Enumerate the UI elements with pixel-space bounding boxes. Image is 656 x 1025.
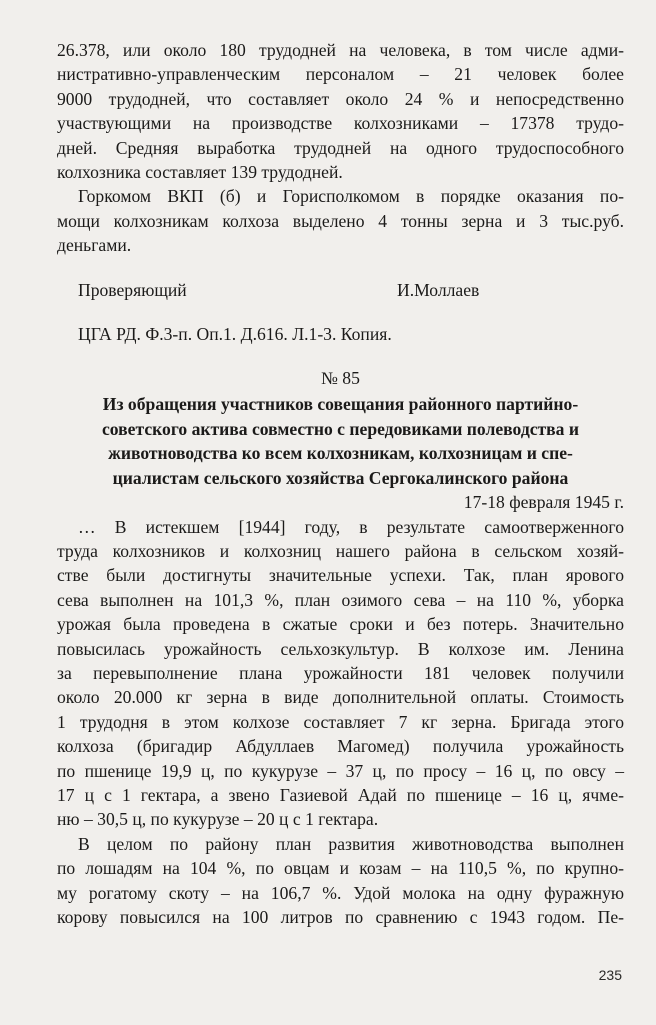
text-line: за перевыполнение плана урожайности 181 человек получили: [57, 662, 624, 683]
text-line: стве были достигнуты значительные успехи. Так, план ярового: [57, 565, 624, 586]
heading-line: Из обращения участников совещания районного партийно-: [102, 394, 579, 415]
document-date: 17-18 февраля 1945 г.: [463, 492, 624, 513]
text-line: по пшенице 19,9 ц, по кукурузе – 37 ц, по просу – 16 ц, по овсу –: [57, 760, 624, 781]
paragraph-aid: [57, 184, 624, 257]
signature-block: [57, 278, 624, 302]
text-line: деньгами.: [57, 235, 132, 256]
heading-line: животноводства ко всем колхозникам, колхозницам и спе-: [108, 443, 573, 464]
document-number: № 85: [321, 368, 360, 389]
text-line: колхозника составляет 139 трудодней.: [57, 162, 343, 183]
text-line: 17 ц с 1 гектара, а звено Газиевой Адай по пшенице – 16 ц, ячме-: [57, 784, 624, 805]
text-line: около 20.000 кг зерна в виде дополнительной оплаты. Стоимость: [57, 687, 624, 708]
heading-line: циалистам сельского хозяйства Сергокалинского района: [112, 467, 569, 488]
document-page: [57, 38, 624, 929]
signature-role: Проверяющий: [78, 279, 187, 300]
paragraph-livestock: [57, 832, 624, 930]
text-line: повысилась урожайность сельхозкультур. В колхозе им. Ленина: [57, 638, 624, 659]
text-line: по лошадям на 104 %, по овцам и козам – на 110,5 %, по крупно-: [57, 858, 624, 879]
text-line: 9000 трудодней, что составляет около 24 % и непосредственно: [57, 88, 624, 109]
text-line: … В истекшем [1944] году, в результате самоотверженного: [78, 516, 624, 537]
text-line: Горкомом ВКП (б) и Горисполкомом в порядке оказания по-: [78, 186, 624, 207]
text-line: дней. Средняя выработка трудодней на одного трудоспособного: [57, 137, 624, 158]
text-line: В целом по району план развития животноводства выполнен: [78, 833, 624, 854]
text-line: колхоза (бригадир Абдуллаев Магомед) получила урожайность: [57, 736, 624, 757]
paragraph-crops: [57, 515, 624, 832]
text-line: мощи колхозникам колхоза выделено 4 тонны зерна и 3 тыс.руб.: [57, 210, 624, 231]
text-line: сева выполнен на 101,3 %, план озимого сева – на 110 %, уборка: [57, 589, 624, 610]
text-line: корову повысился на 100 литров по сравнению с 1943 годом. Пе-: [57, 907, 624, 927]
text-line: нистративно-управленческим персоналом – 21 человек более: [57, 64, 624, 85]
paragraph-workdays: [57, 38, 624, 184]
text-line: 1 трудодня в этом колхозе составляет 7 кг зерна. Бригада этого: [57, 711, 624, 732]
text-line: урожая была проведена в сжатые сроки и без потерь. Значительно: [57, 614, 624, 635]
text-line: 26.378, или около 180 трудодней на человека, в том числе адми-: [57, 40, 624, 60]
archive-reference: ЦГА РД. Ф.3-п. Оп.1. Д.616. Л.1-3. Копия.: [78, 323, 392, 344]
document-heading: [57, 392, 624, 490]
text-line: труда колхозников и колхозниц нашего района в сельском хозяй-: [57, 540, 624, 561]
heading-line: советского актива совместно с передовиками полеводства и: [102, 418, 579, 439]
text-line: участвующими на производстве колхозниками – 17378 трудо-: [57, 113, 624, 134]
text-line: ню – 30,5 ц, по кукурузе – 20 ц с 1 гектара.: [57, 809, 379, 830]
signature-name: И.Моллаев: [397, 279, 480, 300]
page-number: 235: [598, 967, 622, 983]
text-line: му рогатому скоту – на 106,7 %. Удой молока на одну фуражную: [57, 882, 624, 903]
